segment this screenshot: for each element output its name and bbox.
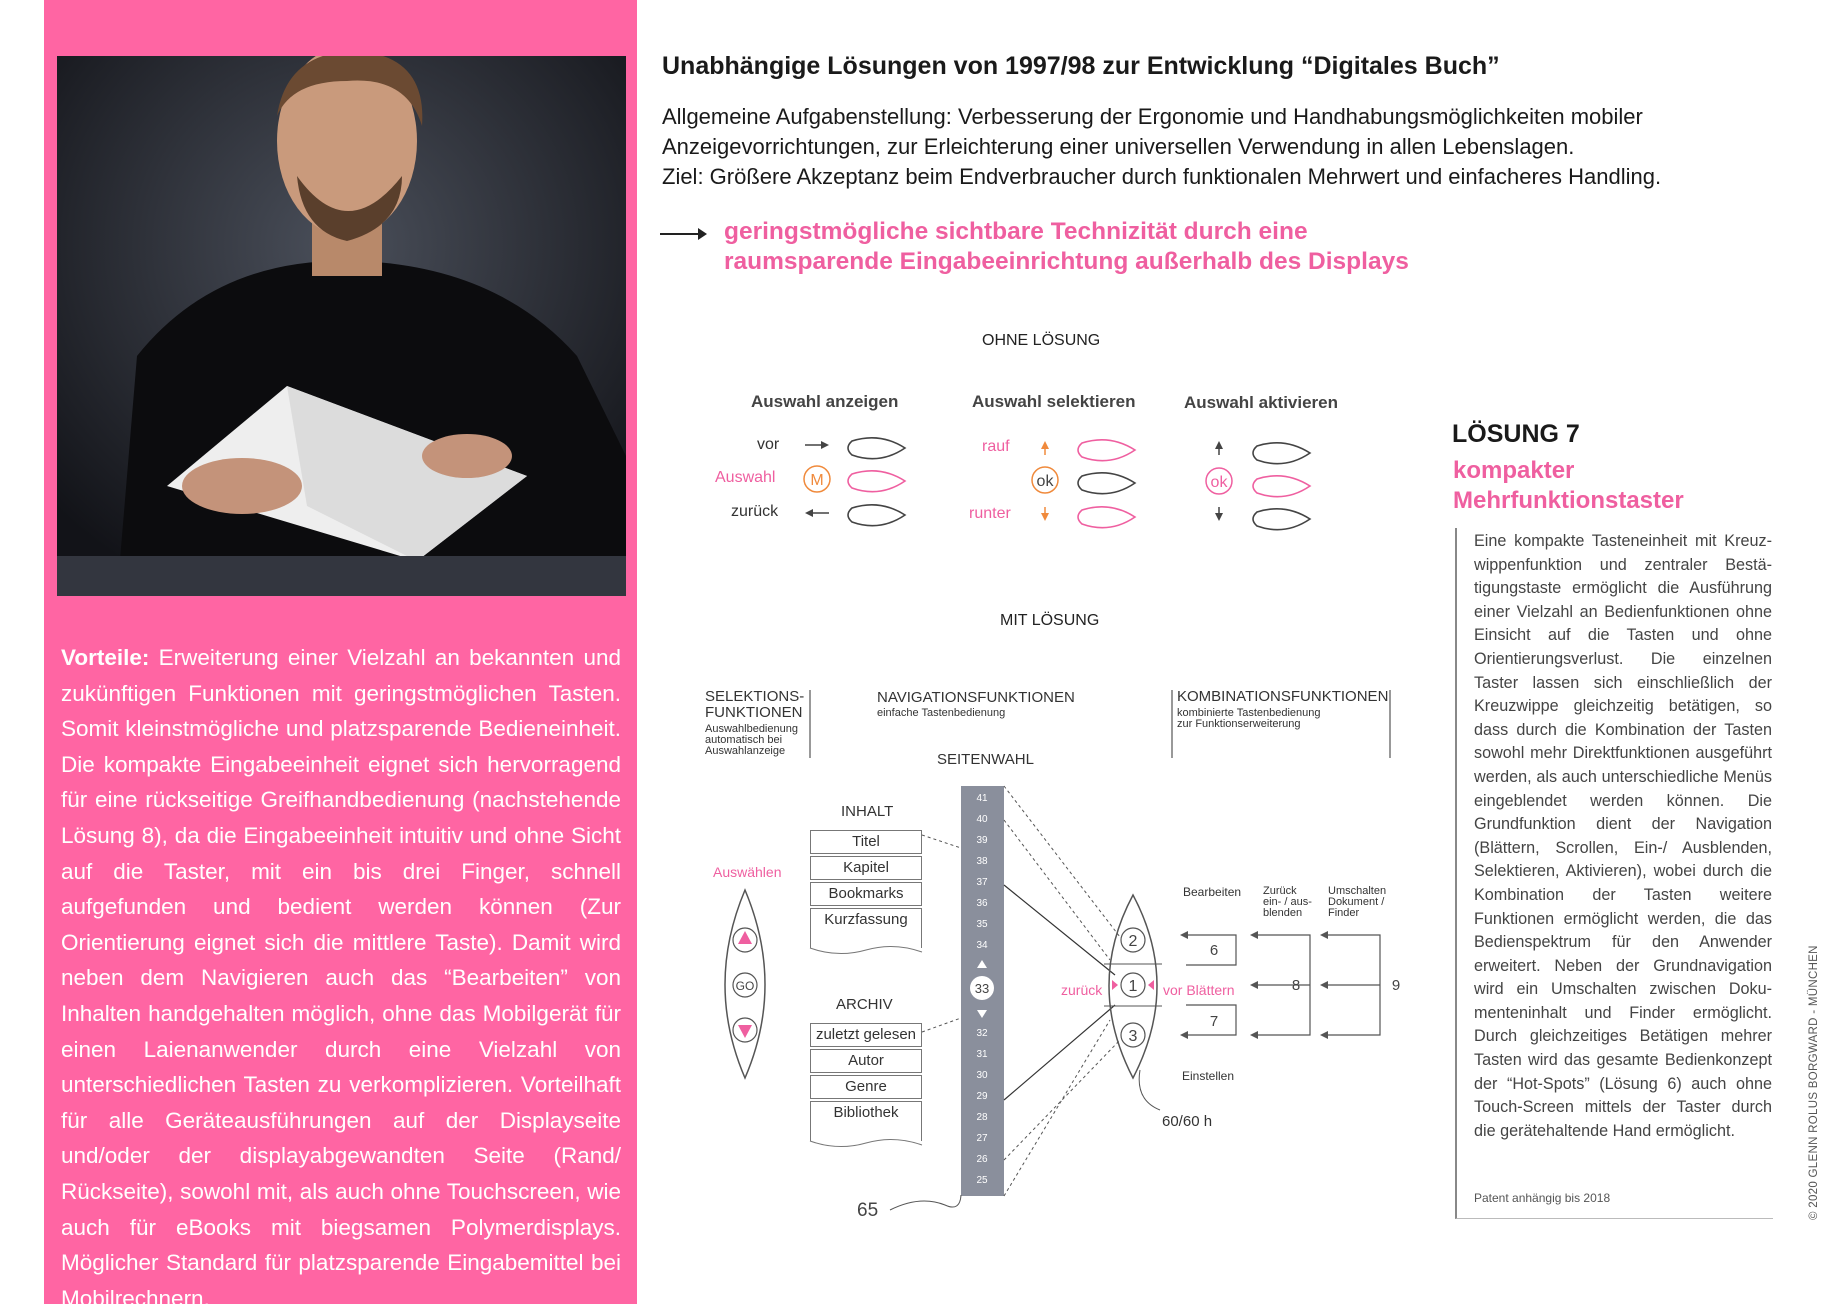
bearbeiten-label: Bearbeiten bbox=[1183, 885, 1242, 899]
go-label: GO bbox=[735, 979, 755, 993]
ok-key-label: ok bbox=[1036, 473, 1054, 490]
page-number[interactable]: 39 bbox=[976, 835, 988, 846]
page-number[interactable]: 38 bbox=[976, 856, 988, 867]
loesung-description: Eine kompakte Tasteneinheit mit Kreuz-wippenfunktion und zentraler Bestä-tigungstaste ermöglicht die Ausführung einer Vielzahl an Bedienfunktionen ohne Einsicht auf die Tasten und ohne Orientierungsverlust. Die einzelnen Taster lassen sich einschließlich der Kreuzwippe gleichzeitig betätigen, so dass durch die Kombination der Tasten sowohl mehr Direktfunktionen ausgeführt werden, als auch unterschiedliche Menüs eingeblendet werden können. Die Grundfunktion dient der Navigation (Blättern, Scrollen, Ein-/ Ausblenden, Selektieren, Aktivieren), wobei durch die Kombination der Tasten weitere Funktionen ermöglicht werden, die das Bedienspektrum für den Anwender erweitert. Neben der Grundnavigation wird ein Umschalten zwischen Doku-menteninhalt und Finder ermöglicht. Durch gleichzeitiges Betätigen mehrer Tasten wird das gesamte Bedienkonzept der “Hot-Spots” (Lösung 6) auch ohne Touch-Screen mittels der Taster durch die gerätehaltende Hand ermöglicht. bbox=[1474, 532, 1772, 1140]
inhalt-title: INHALT bbox=[841, 803, 894, 820]
ref-number: 65 bbox=[857, 1200, 879, 1221]
zurueck-label: zurück bbox=[1061, 982, 1103, 998]
archiv-title: ARCHIV bbox=[836, 996, 893, 1013]
num-8: 8 bbox=[1291, 977, 1301, 994]
vorteile-text: Erweiterung einer Vielzahl an bekannten und zukünftigen Funktionen mit geringstmöglichen Tasten. Somit kleinstmögliche und platzsparende Bedieneinheit. Die kompakte Eingabeeinheit eignet sich hervorragend für eine rückseitige Greifhandbedienung (nachstehende Lösung 8), da die Eingabeeinheit intuitiv und ohne Sicht auf die Taster, mit ein bis drei Finger, schnell aufgefunden und bedient werden können (Zur Orientierung eignet sich die mittlere Taste). Damit wird neben dem Navigieren auch das “Bearbeiten” von Inhalten handgehalten möglich, ohne das Mobilgerät für einen Laienanwender durch eine Vielzahl von unterschiedlichen Tasten zu verkomplizieren. Vorteilhaft für alle Geräteausführungen auf der Displayseite und/oder der displayabgewandten Seite (Rand/ Rückseite), sowohl mit, als auch ohne Touchscreen, wie auch für eBooks mit biegsamen Polymerdisplays. Möglicher Standard für platzsparende Eingabemittel bei Mobilrechnern. bbox=[61, 645, 621, 1311]
navigation-title: NAVIGATIONSFUNKTIONEN bbox=[877, 689, 1075, 706]
inhalt-item[interactable]: Bookmarks bbox=[810, 882, 922, 906]
col-auswahl-aktivieren: Auswahl aktivieren bbox=[1184, 393, 1339, 412]
inhalt-item[interactable]: Kurzfassung bbox=[810, 908, 922, 948]
kombination-title: KOMBINATIONSFUNKTIONEN bbox=[1177, 688, 1389, 705]
archiv-item[interactable]: Genre bbox=[810, 1075, 922, 1099]
intro-line-2: Anzeigevorrichtungen, zur Erleichterung einer universellen Verwendung in allen Lebenslagen. bbox=[662, 134, 1575, 159]
inhalt-item[interactable]: Kapitel bbox=[810, 856, 922, 880]
ok-key-label: ok bbox=[1210, 474, 1228, 491]
m-key-label: M bbox=[810, 472, 824, 489]
label-zurueck: zurück bbox=[731, 503, 779, 520]
vorteile-label: Vorteile: bbox=[61, 645, 150, 670]
arrow-right-icon bbox=[1148, 980, 1154, 990]
page-number[interactable]: 32 bbox=[976, 1028, 988, 1039]
page-number[interactable]: 34 bbox=[976, 940, 988, 951]
highlight-line-1: geringstmögliche sichtbare Technizität durch eine bbox=[724, 218, 1308, 245]
vor-blaettern-label: vor Blättern bbox=[1163, 982, 1235, 998]
num-9: 9 bbox=[1391, 977, 1401, 994]
page-number[interactable]: 40 bbox=[976, 814, 988, 825]
page-number[interactable]: 37 bbox=[976, 877, 988, 888]
selektion-sub-line: Auswahlbedienung bbox=[705, 723, 798, 735]
umschalten-line: Dokument / bbox=[1328, 896, 1385, 908]
time-label: 60/60 h bbox=[1162, 1113, 1213, 1130]
zurueck-einaus-line: Zurück bbox=[1263, 885, 1297, 897]
zurueck-einaus-line: blenden bbox=[1263, 907, 1303, 919]
current-page-number: 33 bbox=[974, 981, 990, 996]
loesung-title: LÖSUNG 7 bbox=[1452, 420, 1580, 448]
page-title: Unabhängige Lösungen von 1997/98 zur Entwicklung “Digitales Buch” bbox=[662, 52, 1500, 80]
page-number[interactable]: 25 bbox=[976, 1175, 988, 1186]
key-2-label: 2 bbox=[1128, 933, 1138, 950]
umschalten-line: Umschalten bbox=[1328, 885, 1387, 897]
col-auswahl-selektieren: Auswahl selektieren bbox=[972, 392, 1136, 411]
page-number[interactable]: 28 bbox=[976, 1112, 988, 1123]
kombination-sub-line: kombinierte Tastenbedienung bbox=[1177, 707, 1321, 719]
patent-note: Patent anhängig bis 2018 bbox=[1474, 1191, 1611, 1205]
navigation-sub: einfache Tastenbedienung bbox=[877, 707, 1006, 719]
archiv-item[interactable]: Bibliothek bbox=[810, 1101, 922, 1141]
selektion-title-line: FUNKTIONEN bbox=[705, 704, 803, 721]
page-number[interactable]: 31 bbox=[976, 1049, 988, 1060]
page-number[interactable]: 35 bbox=[976, 919, 988, 930]
selektion-title-line: SELEKTIONS- bbox=[705, 688, 805, 705]
page-number[interactable]: 29 bbox=[976, 1091, 988, 1102]
archiv-item[interactable]: zuletzt gelesen bbox=[810, 1023, 922, 1047]
num-7: 7 bbox=[1209, 1013, 1219, 1030]
arrow-left-icon bbox=[1112, 980, 1118, 990]
intro-line-3: Ziel: Größere Akzeptanz beim Endverbraucher durch funktionalen Mehrwert und einfacheres Handling. bbox=[662, 164, 1662, 189]
key-1-label: 1 bbox=[1128, 978, 1138, 995]
loesung-subtitle-line-2: Mehrfunktionstaster bbox=[1453, 487, 1684, 514]
label-auswahl: Auswahl bbox=[715, 469, 776, 486]
mit-loesung-title: MIT LÖSUNG bbox=[1000, 612, 1100, 629]
page-number[interactable]: 36 bbox=[976, 898, 988, 909]
umschalten-line: Finder bbox=[1328, 907, 1360, 919]
page-number[interactable]: 26 bbox=[976, 1154, 988, 1165]
copyright-note: © 2020 GLENN ROLUS BORGWARD - MÜNCHEN bbox=[1808, 945, 1820, 1220]
selektion-sub-line: Auswahlanzeige bbox=[705, 745, 786, 757]
kombination-sub-line: zur Funktionserweiterung bbox=[1177, 718, 1301, 730]
seitenwahl-label: SEITENWAHL bbox=[937, 751, 1034, 768]
loesung-subtitle-line-1: kompakter bbox=[1453, 457, 1575, 484]
label-rauf: rauf bbox=[982, 438, 1010, 455]
page-number[interactable]: 27 bbox=[976, 1133, 988, 1144]
col-auswahl-anzeigen: Auswahl anzeigen bbox=[751, 392, 899, 411]
label-runter: runter bbox=[969, 505, 1011, 522]
key-3-label: 3 bbox=[1128, 1028, 1138, 1045]
label-vor: vor bbox=[757, 436, 780, 453]
zurueck-einaus-line: ein- / aus- bbox=[1263, 896, 1312, 908]
page-number[interactable]: 41 bbox=[976, 793, 988, 804]
highlight-line-2: raumsparende Eingabeeinrichtung außerhalb des Displays bbox=[724, 248, 1409, 275]
auswaehlen-label: Auswählen bbox=[713, 864, 782, 880]
einstellen-label: Einstellen bbox=[1182, 1069, 1235, 1083]
page-number[interactable]: 30 bbox=[976, 1070, 988, 1081]
intro-line-1: Allgemeine Aufgabenstellung: Verbesserung der Ergonomie und Handhabungsmöglichkeiten mobiler bbox=[662, 104, 1643, 129]
selektion-sub-line: automatisch bei bbox=[705, 734, 783, 746]
inhalt-item[interactable]: Titel bbox=[810, 830, 922, 854]
num-6: 6 bbox=[1209, 942, 1219, 959]
ohne-loesung-title: OHNE LÖSUNG bbox=[982, 332, 1101, 349]
archiv-item[interactable]: Autor bbox=[810, 1049, 922, 1073]
